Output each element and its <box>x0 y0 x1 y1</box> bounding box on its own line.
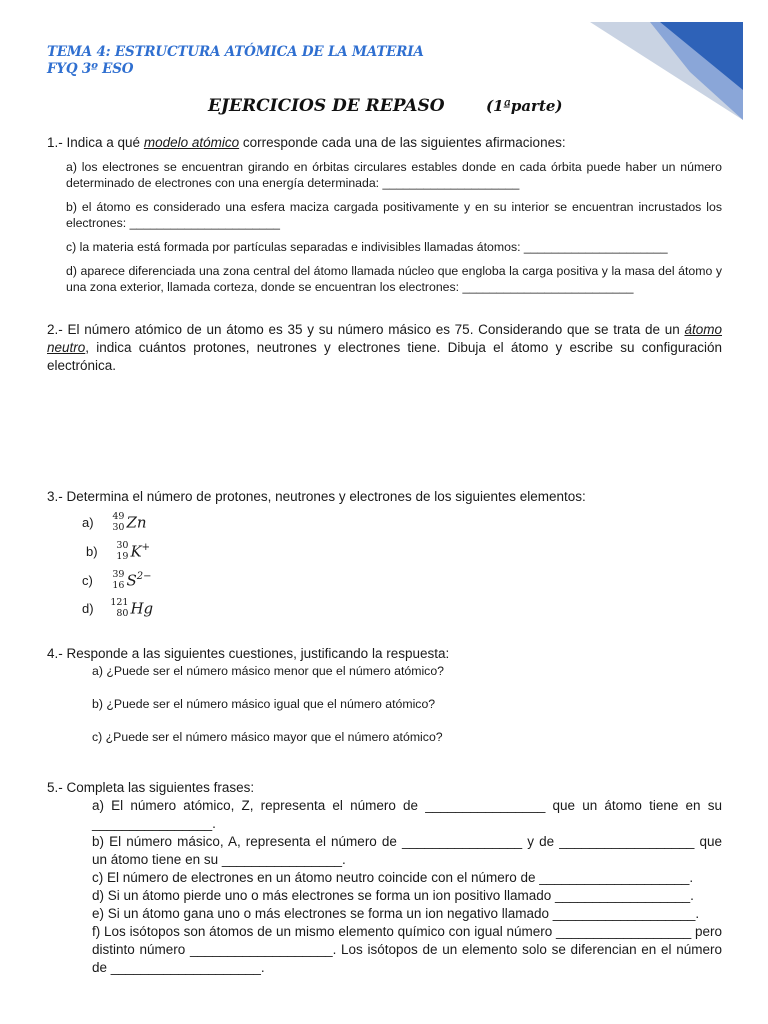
isotope-charge: 2− <box>136 571 152 582</box>
isotope-label: d) <box>82 601 94 617</box>
isotope-item <box>82 513 147 533</box>
q4-item-b: b) ¿Puede ser el número másico igual que el número atómico? <box>92 697 436 711</box>
isotope-symbol: K <box>130 542 142 561</box>
isotope-label: b) <box>86 544 98 560</box>
isotope-mass: 39 <box>112 569 125 581</box>
q1-item-a: a) los electrones se encuentran girando en órbitas circulares estables donde en cada órbita puede haber un número determinado de electrones con una energía determinada: ____________________ <box>66 160 722 190</box>
q2-part2: , indica cuántos protones, neutrones y electrones tiene. Dibuja el átomo y escribe su configuración electrónica. <box>47 340 722 373</box>
q2-emphasis: átomo neutro <box>47 322 722 355</box>
isotope-label: c) <box>82 573 93 589</box>
q5-item-e: e) Si un átomo gana uno o más electrones se forma un ion negativo llamado ___________________. <box>92 906 700 921</box>
isotope-symbol: Hg <box>130 599 154 618</box>
isotope-mass: 30 <box>116 540 129 552</box>
question-1 <box>47 135 727 150</box>
isotope-symbol: Zn <box>126 513 147 532</box>
q1-item-b: b) el átomo es considerado una esfera maciza cargada positivamente y en su interior se encuentran incrustados los electrones: ______________________ <box>66 200 722 230</box>
q5-item-c: c) El número de electrones en un átomo neutro coincide con el número de ____________________. <box>92 870 694 885</box>
q5-item-d: d) Si un átomo pierde uno o más electrones se forma un ion positivo llamado __________________. <box>92 888 694 903</box>
q5-item-b: b) El número másico, A, representa el número de ________________ y de __________________ que un átomo tiene en su ________________. <box>92 834 722 867</box>
q2-part1: 2.- El número atómico de un átomo es 35 y su número másico es 75. Considerando que se trata de un <box>47 322 685 337</box>
question-5: 5.- Completa las siguientes frases: <box>47 780 255 795</box>
isotope-charge: + <box>141 542 151 553</box>
isotope-symbol: S <box>126 571 137 590</box>
isotope-mass: 49 <box>112 511 125 523</box>
q1-prefix: 1.- Indica a qué <box>47 135 144 150</box>
q5-item-f: f) Los isótopos son átomos de un mismo elemento químico con igual número __________________ pero distinto número ___________________. Los isótopos de un elemento solo se diferencian en el número de ____________________. <box>92 924 722 975</box>
isotope-number: 30 <box>112 522 125 534</box>
header-course: FYQ 3º ESO <box>47 61 134 77</box>
isotope-label: a) <box>82 515 94 531</box>
isotope-item <box>82 599 153 619</box>
isotope-number: 19 <box>116 551 129 563</box>
question-4: 4.- Responde a las siguientes cuestiones, justificando la respuesta: <box>47 646 450 661</box>
q5-item-a: a) El número atómico, Z, representa el número de ________________ que un átomo tiene en su ________________. <box>92 798 722 831</box>
q1-item-d: d) aparece diferenciada una zona central del átomo llamada núcleo que engloba la carga positiva y la masa del átomo y una zona exterior, llamada corteza, donde se encuentran los electrones: _________________________ <box>66 264 722 294</box>
header-topic: TEMA 4: ESTRUCTURA ATÓMICA DE LA MATERIA <box>47 44 424 60</box>
isotope-number: 80 <box>116 608 129 620</box>
isotope-number: 16 <box>112 580 125 592</box>
page-title-part: (1ªparte) <box>486 97 563 115</box>
corner-decoration <box>590 20 746 124</box>
q1-suffix: corresponde cada una de las siguientes afirmaciones: <box>239 135 566 150</box>
q1-emphasis: modelo atómico <box>143 135 240 150</box>
page-title: EJERCICIOS DE REPASO <box>208 96 445 116</box>
q1-item-c: c) la materia está formada por partículas separadas e indivisibles llamadas átomos: _____________________ <box>66 240 668 254</box>
question-2 <box>47 321 722 375</box>
q4-item-c: c) ¿Puede ser el número másico mayor que el número atómico? <box>92 730 443 744</box>
isotope-item <box>86 542 150 562</box>
q4-item-a: a) ¿Puede ser el número másico menor que el número atómico? <box>92 664 444 678</box>
isotope-item <box>82 571 151 591</box>
isotope-mass: 121 <box>110 597 129 609</box>
question-3: 3.- Determina el número de protones, neutrones y electrones de los siguientes elementos: <box>47 489 586 504</box>
